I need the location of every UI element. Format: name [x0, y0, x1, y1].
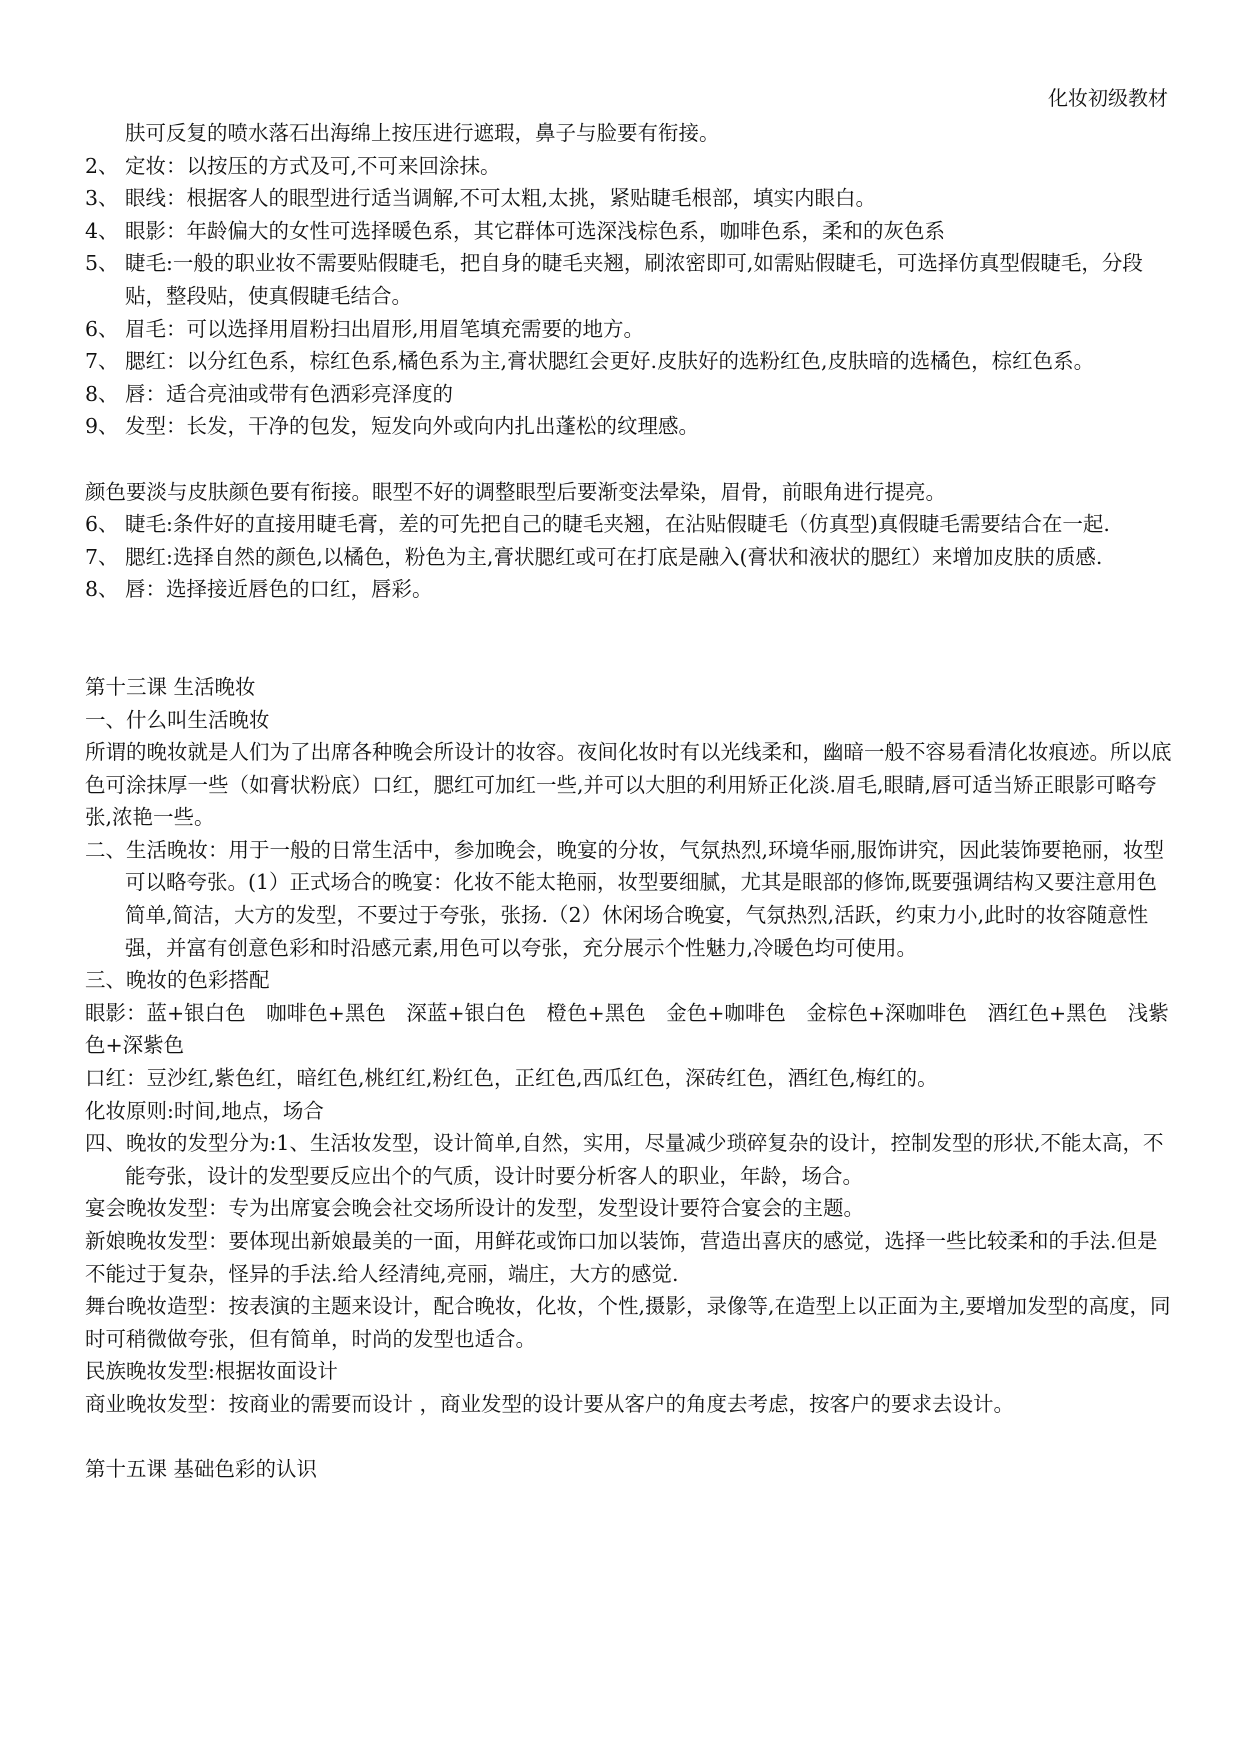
item-number: 6、	[85, 316, 119, 341]
item-text: 唇：选择接近唇色的口红，唇彩。	[125, 577, 433, 602]
eyeshadow-combinations: 眼影：蓝+银白色 咖啡色+黑色 深蓝+银白色 橙色+黑色 金色+咖啡色 金棕色+深咖啡色 酒红色+黑色 浅紫色+深紫色	[85, 1000, 1169, 1058]
item-text: 唇：适合亮油或带有色洒彩亮泽度的	[125, 381, 453, 406]
section-4-paragraph: 四、晚妆的发型分为:1、生活妆发型，设计简单,自然，实用，尽量减少琐碎复杂的设计，控制发型的形状,不能太高，不能夸张，设计的发型要反应出个的气质，设计时要分析客人的职业，年龄，场合。	[85, 1131, 1164, 1188]
list-item	[85, 182, 1177, 215]
list-item	[85, 541, 1177, 574]
lipstick-colors: 口红：豆沙红,紫色红，暗红色,桃红红,粉红色，正红色,西瓜红色，深砖红色，酒红色,梅红的。	[85, 1066, 938, 1091]
spacer	[85, 606, 1177, 671]
item-text: 眼影：年龄偏大的女性可选择暖色系，其它群体可选深浅棕色系，咖啡色系，柔和的灰色系	[125, 218, 945, 243]
bride-hairstyle: 新娘晚妆发型：要体现出新娘最美的一面，用鲜花或饰口加以装饰，营造出喜庆的感觉，选择一些比较柔和的手法.但是不能过于复杂，怪异的手法.给人经清纯,亮丽，端庄，大方的感觉.	[85, 1229, 1158, 1286]
list-item	[85, 410, 1177, 443]
section-3-title: 三、晚妆的色彩搭配	[85, 968, 270, 993]
ethnic-hairstyle: 民族晚妆发型:根据妆面设计	[85, 1359, 338, 1384]
makeup-steps-list	[85, 150, 1177, 443]
item-text: 睫毛:条件好的直接用睫毛膏，差的可先把自己的睫毛夹翘，在沾贴假睫毛（仿真型)真假睫毛需要结合在一起.	[125, 512, 1110, 537]
item-text: 腮红：以分红色系，棕红色系,橘色系为主,膏状腮红会更好.皮肤好的选粉红色,皮肤暗的选橘色，棕红色系。	[125, 349, 1095, 374]
lesson-13-title: 第十三课 生活晚妆	[85, 674, 256, 699]
intro-paragraph: 颜色要淡与皮肤颜色要有衔接。眼型不好的调整眼型后要渐变法晕染，眉骨，前眼角进行提亮。	[85, 479, 946, 504]
section-2-paragraph: 二、生活晚妆：用于一般的日常生活中，参加晚会，晚宴的分妆，气氛热烈,环境华丽,服饰讲究，因此装饰要艳丽，妆型可以略夸张。(1）正式场合的晚宴：化妆不能太艳丽，妆型要细腻，尤其是眼部的修饰,既要强调结构又要注意用色简单,简洁，大方的发型，不要过于夸张，张扬.（2）休闲场合晚宴，气氛热烈,活跃，约束力小,此时的妆容随意性强，并富有创意色彩和时沿感元素,用色可以夸张，充分展示个性魅力,冷暖色均可使用。	[85, 837, 1165, 960]
item-text: 眼线：根据客人的眼型进行适当调解,不可太粗,太挑，紧贴睫毛根部，填实内眼白。	[125, 186, 877, 211]
item-number: 8、	[85, 381, 119, 406]
page-header-title: 化妆初级教材	[1048, 86, 1168, 110]
item-number: 3、	[85, 186, 119, 211]
list-item	[85, 573, 1177, 606]
spacer	[85, 443, 1177, 476]
item-text: 眉毛：可以选择用眉粉扫出眉形,用眉笔填充需要的地方。	[125, 316, 645, 341]
item-number: 7、	[85, 349, 119, 374]
continued-line: 肤可反复的喷水落石出海绵上按压进行遮瑕，鼻子与脸要有衔接。	[125, 121, 720, 145]
item-number: 9、	[85, 414, 119, 439]
item-number: 6、	[85, 512, 119, 537]
makeup-principle: 化妆原则:时间,地点，场合	[85, 1098, 324, 1123]
item-number: 5、	[85, 251, 119, 276]
section-1-title: 一、什么叫生活晚妆	[85, 707, 270, 732]
item-text: 腮红:选择自然的颜色,以橘色，粉色为主,膏状腮红或可在打底是融入(膏状和液状的腮红）来增加皮肤的质感.	[125, 544, 1103, 569]
list-item	[85, 508, 1177, 541]
item-text: 发型：长发，干净的包发，短发向外或向内扎出蓬松的纹理感。	[125, 414, 699, 439]
item-number: 7、	[85, 544, 119, 569]
item-number: 8、	[85, 577, 119, 602]
lesson-15-title: 第十五课 基础色彩的认识	[85, 1457, 318, 1482]
commercial-hairstyle: 商业晚妆发型：按商业的需要而设计 ，商业发型的设计要从客户的角度去考虑，按客户的要求去设计。	[85, 1391, 1015, 1416]
banquet-hairstyle: 宴会晚妆发型：专为出席宴会晚会社交场所设计的发型，发型设计要符合宴会的主题。	[85, 1196, 864, 1221]
list-item	[85, 150, 1177, 183]
section-1-body: 所谓的晚妆就是人们为了出席各种晚会所设计的妆容。夜间化妆时有以光线柔和，幽暗一般不容易看清化妆痕迹。所以底色可涂抹厚一些（如膏状粉底）口红，腮红可加红一些,并可以大胆的利用矫正化淡.眉毛,眼睛,唇可适当矫正眼影可略夸张,浓艳一些。	[85, 740, 1172, 830]
makeup-tips-list	[85, 508, 1177, 606]
spacer	[85, 1421, 1177, 1454]
document-body	[85, 117, 1177, 1486]
list-item	[85, 247, 1177, 312]
list-item	[85, 313, 1177, 346]
item-text: 定妆：以按压的方式及可,不可来回涂抹。	[125, 153, 501, 178]
stage-styling: 舞台晚妆造型：按表演的主题来设计，配合晚妆，化妆，个性,摄影，录像等,在造型上以正面为主,要增加发型的高度，同时可稍微做夸张，但有简单，时尚的发型也适合。	[85, 1294, 1171, 1351]
item-number: 2、	[85, 153, 119, 178]
list-item	[85, 215, 1177, 248]
item-text: 睫毛:一般的职业妆不需要贴假睫毛，把自身的睫毛夹翘，刷浓密即可,如需贴假睫毛，可选择仿真型假睫毛，分段贴，整段贴，使真假睫毛结合。	[125, 251, 1143, 308]
list-item	[85, 378, 1177, 411]
list-item	[85, 345, 1177, 378]
item-number: 4、	[85, 218, 119, 243]
